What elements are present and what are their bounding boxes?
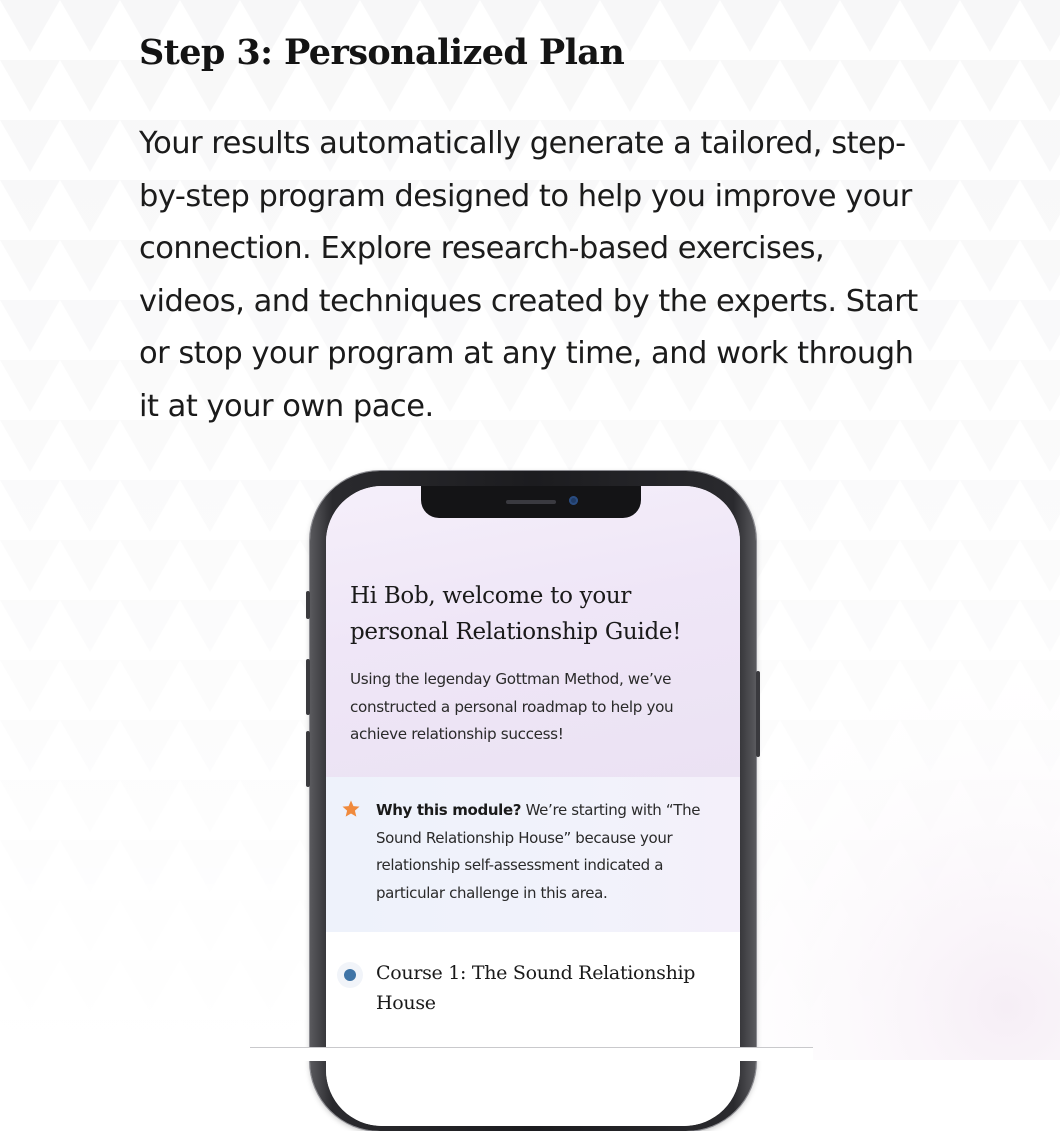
module-reason: We’re starting with “The Sound Relationship House” because your relationship self-assessment indicated a particular challenge in this area. [376, 801, 701, 902]
module-explanation-card [326, 777, 740, 932]
welcome-section [326, 486, 740, 777]
module-label: Why this module? [376, 801, 522, 819]
phone-volume-down-button [306, 731, 310, 787]
star-icon [341, 799, 361, 819]
course-status-indicator [337, 962, 363, 988]
phone-silent-switch [306, 591, 310, 619]
phone-screen [326, 486, 740, 1126]
module-text [376, 797, 726, 907]
course-dot-icon [344, 969, 356, 981]
phone-volume-up-button [306, 659, 310, 715]
phone-notch [421, 486, 641, 518]
welcome-title: Hi Bob, welcome to your personal Relationship Guide! [350, 583, 682, 645]
speaker-grille [506, 500, 556, 504]
step-description: Your results automatically generate a tailored, step-by-step program designed to help you improve your connection. Explore research-based exercises, videos, and techniques created by the experts. Start or stop your program at any time, and work through it at your own pace. [139, 126, 918, 424]
course-title[interactable]: Course 1: The Sound Relationship House [376, 962, 696, 1014]
welcome-body: Using the legenday Gottman Method, we’ve constructed a personal roadmap to help you achieve relationship success! [350, 670, 674, 743]
step-title: Step 3: Personalized Plan [139, 32, 625, 73]
course-list-item[interactable] [326, 932, 740, 1126]
phone-mockup [310, 471, 756, 1131]
phone-power-button [756, 671, 760, 757]
phone-base-divider [250, 1047, 813, 1061]
camera-icon [569, 496, 578, 505]
